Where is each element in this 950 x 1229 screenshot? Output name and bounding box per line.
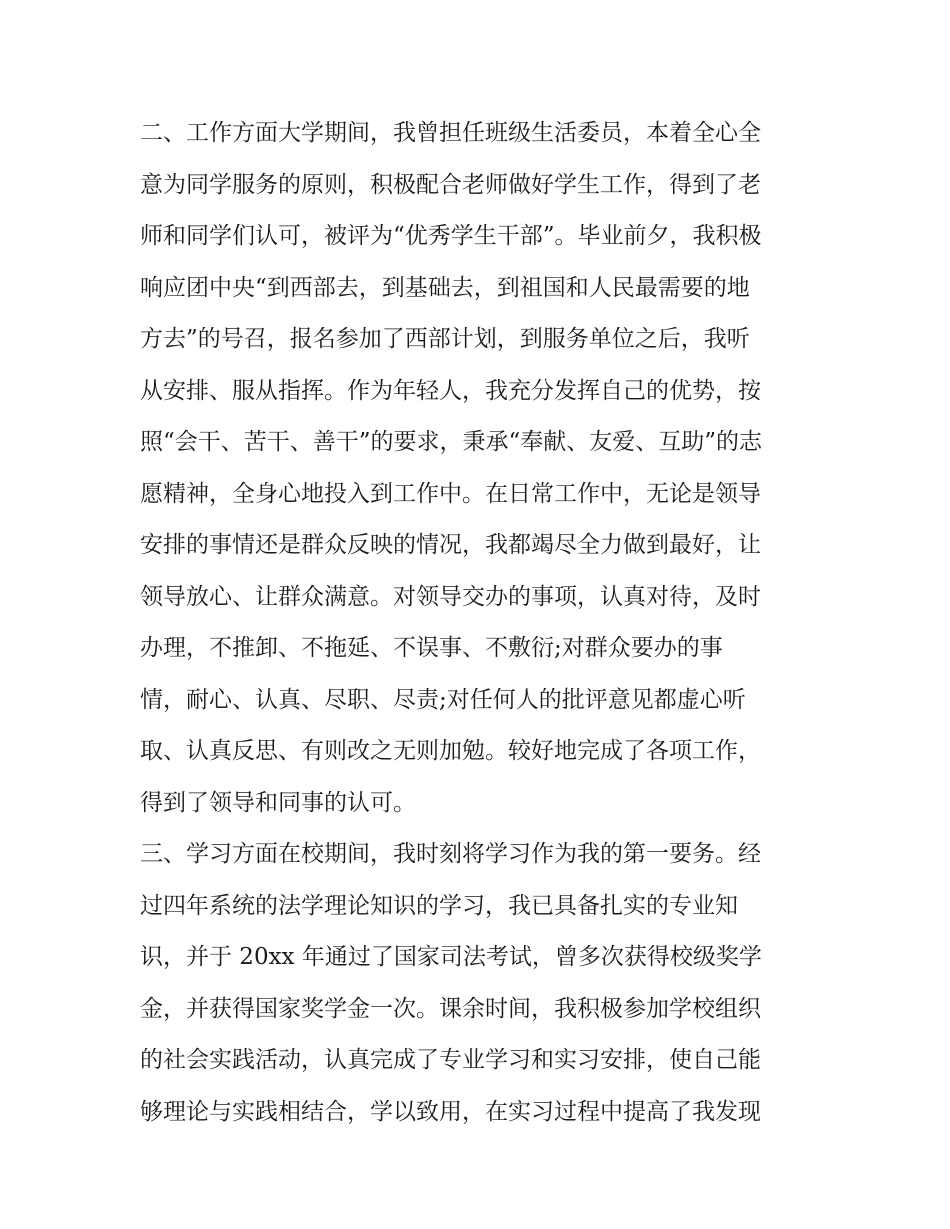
- text-line: 识，并于 20xx 年通过了国家司法考试，曾多次获得校级奖学: [140, 944, 762, 970]
- text-line: 金，并获得国家奖学金一次。课余时间，我积极参加学校组织: [140, 995, 761, 1022]
- text-line: 方去”的号召，报名参加了西部计划，到服务单位之后，我听: [140, 326, 750, 352]
- text-line: 三、学习方面在校期间，我时刻将学习作为我的第一要务。经: [140, 841, 761, 867]
- text-line: 意为同学服务的原则，积极配合老师做好学生工作，得到了老: [140, 171, 761, 198]
- text-line: 响应团中央“到西部去，到基础去，到祖国和人民最需要的地: [140, 274, 750, 301]
- text-line: 照“会干、苦干、善干”的要求，秉承“奉献、友爱、互助”的志: [140, 429, 763, 455]
- text-line: 过四年系统的法学理论知识的学习，我已具备扎实的专业知: [140, 892, 738, 919]
- text-line: 取、认真反思、有则改之无则加勉。较好地完成了各项工作，: [140, 738, 761, 764]
- text-line: 得到了领导和同事的认可。: [140, 789, 416, 816]
- text-line: 够理论与实践相结合，学以致用，在实习过程中提高了我发现: [140, 1098, 761, 1125]
- text-line: 愿精神，全身心地投入到工作中。在日常工作中，无论是领导: [140, 480, 761, 507]
- document-body: [140, 108, 820, 1138]
- text-line: 安排的事情还是群众反映的情况，我都竭尽全力做到最好，让: [140, 532, 761, 558]
- text-line: 情，耐心、认真、尽职、尽责;对任何人的批评意见都虚心听: [140, 686, 746, 713]
- text-line: 领导放心、让群众满意。对领导交办的事项，认真对待，及时: [140, 583, 761, 610]
- text-line: 的社会实践活动，认真完成了专业学习和实习安排，使自己能: [140, 1047, 761, 1073]
- text-line: 二、工作方面大学期间，我曾担任班级生活委员，本着全心全: [140, 120, 761, 146]
- text-line: 师和同学们认可，被评为“优秀学生干部”。毕业前夕，我积极: [140, 223, 762, 249]
- text-line: 从安排、服从指挥。作为年轻人，我充分发挥自己的优势，按: [140, 377, 761, 404]
- text-line: 办理，不推卸、不拖延、不误事、不敷衍;对群众要办的事: [140, 635, 723, 661]
